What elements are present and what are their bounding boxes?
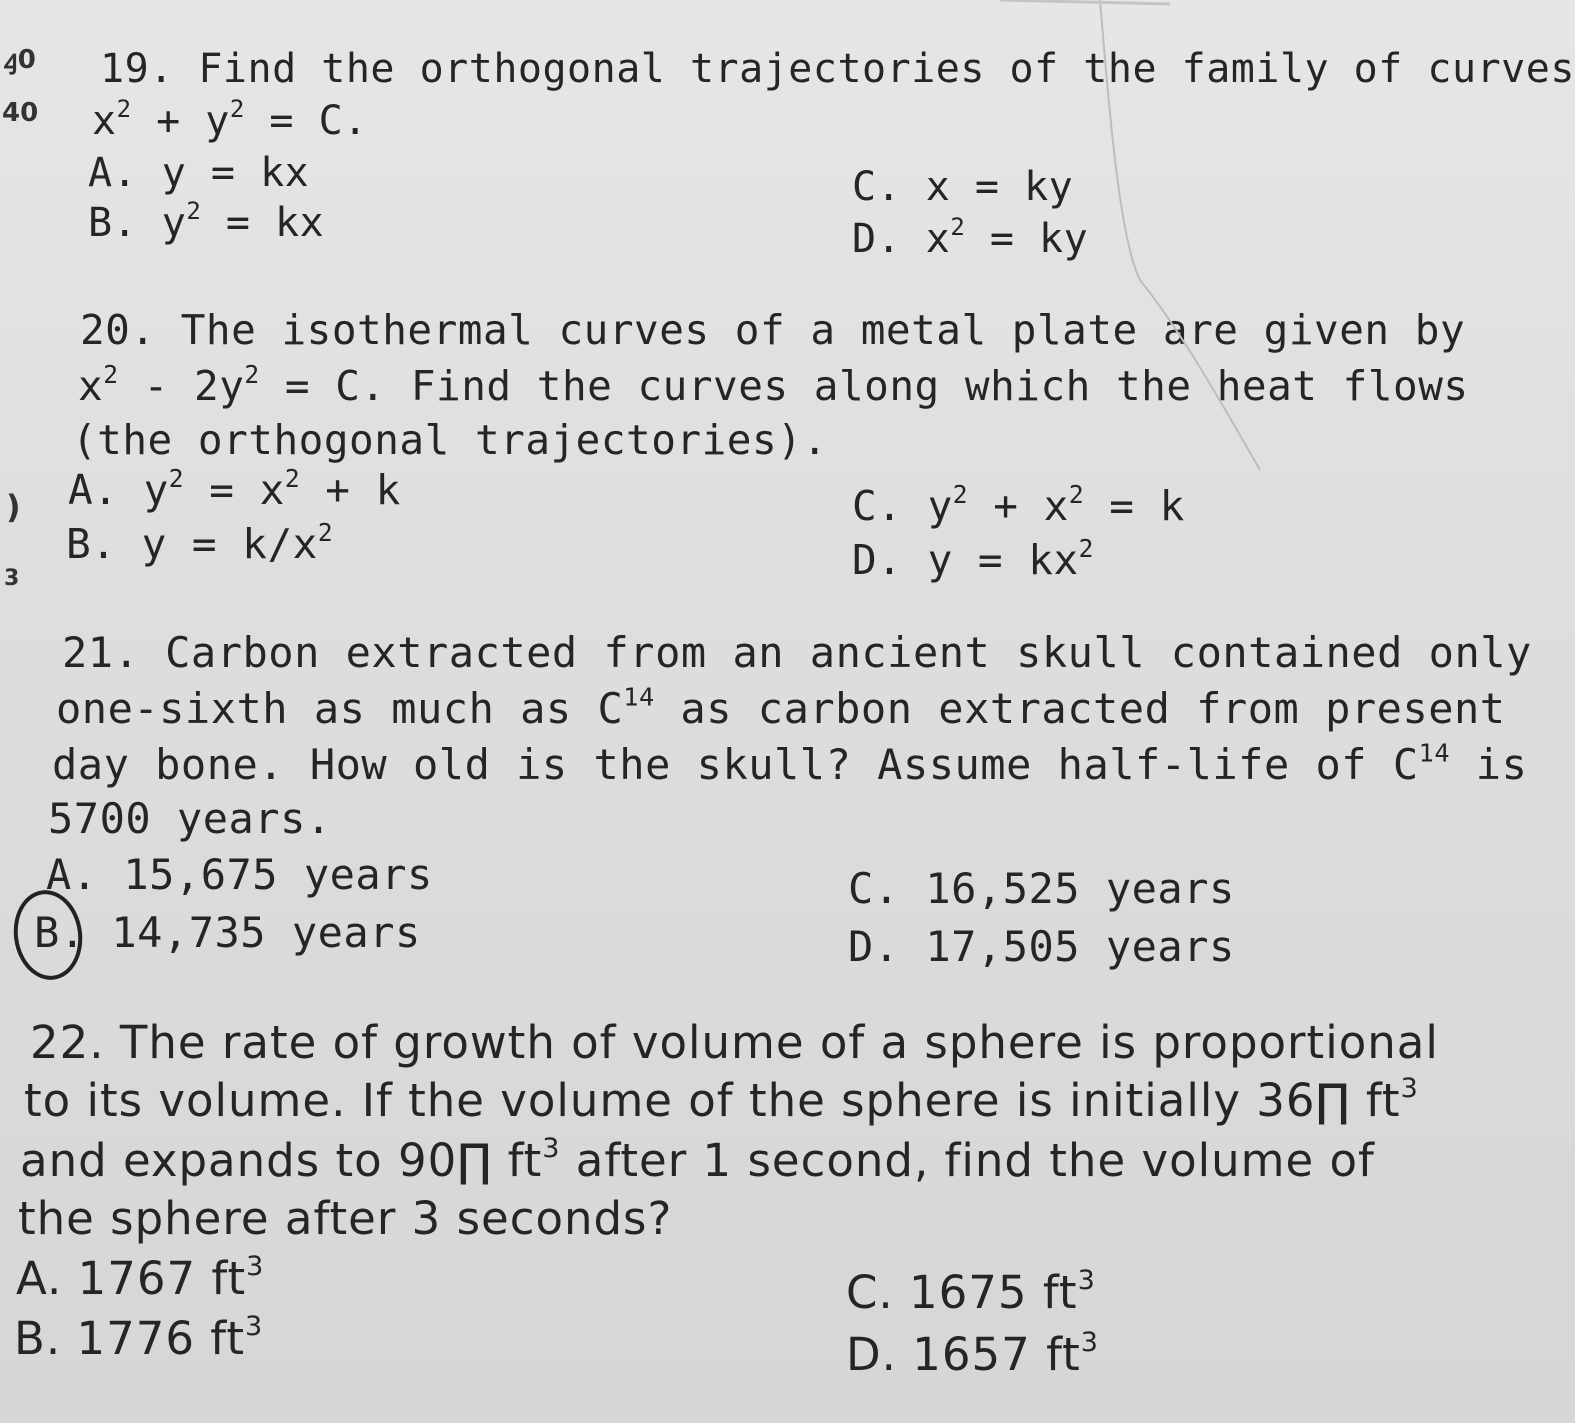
q21-stem-line-1: 21. Carbon extracted from an ancient skull contained only xyxy=(62,628,1532,677)
q20-stem-line-3: (the orthogonal trajectories). xyxy=(72,416,828,464)
q19-option-d: D. $x^2$ = ky xyxy=(852,213,1089,262)
q20-option-d: D. $y = kx^2$ xyxy=(852,533,1094,584)
q21-option-c: C. 16,525 years xyxy=(848,864,1235,913)
q21-stem-line-3: day bone. How old is the skull? Assume half-life of $C^{14}$ is xyxy=(52,738,1528,789)
margin-mark-2: 40 xyxy=(2,98,39,128)
q21-option-a: A. 15,675 years xyxy=(46,850,433,899)
q21-stem-line-4: 5700 years. xyxy=(48,794,332,843)
q21-stem-line-2: one-sixth as much as $C^{14}$ as carbon extracted from present xyxy=(56,682,1506,733)
margin-mark-1: ꜭ0 xyxy=(4,45,36,75)
q22-option-a: A. 1767 $ft^3$ xyxy=(16,1251,265,1305)
q20-option-a: A. $y^2 = x^2 + k$ xyxy=(68,463,401,514)
q20-option-b: B. $y = k/x^2$ xyxy=(66,517,334,568)
q22-stem-line-3: and expands to 90∏ $ft^3$ after 1 second, find the volume of xyxy=(20,1133,1375,1187)
q19-stem-line-2: $x^2 + y^2 = C$. xyxy=(92,95,368,144)
q22-stem-line-2: to its volume. If the volume of the sphere is initially 36∏ $ft^3$ xyxy=(24,1073,1419,1127)
q19-option-a: A. y = kx xyxy=(88,150,310,196)
q22-stem-line-4: the sphere after 3 seconds? xyxy=(18,1192,673,1245)
q22-option-d: D. 1657 $ft^3$ xyxy=(846,1327,1099,1381)
q19-stem-line-1: 19. Find the orthogonal trajectories of the family of curves xyxy=(100,46,1575,92)
q22-option-c: C. 1675 $ft^3$ xyxy=(846,1265,1096,1319)
q21-option-b: B. 14,735 years xyxy=(34,908,421,957)
q19-option-c: C. x = ky xyxy=(852,164,1074,210)
q20-stem-line-2: $x^2 - 2y^2 = C$. Find the curves along which the heat flows xyxy=(78,359,1469,410)
q22-stem-line-1: 22. The rate of growth of volume of a sphere is proportional xyxy=(30,1016,1439,1069)
margin-mark-3: ) xyxy=(6,488,21,526)
q20-option-c: C. $y^2 + x^2 = k$ xyxy=(852,479,1185,530)
q21-option-d: D. 17,505 years xyxy=(848,922,1235,971)
answer-circle-mark xyxy=(8,886,88,985)
q19-option-b: B. $y^2$ = kx xyxy=(88,197,325,246)
margin-mark-4: 3 xyxy=(4,566,20,591)
q22-option-b: B. 1776 $ft^3$ xyxy=(14,1311,264,1365)
q20-stem-line-1: 20. The isothermal curves of a metal plate are given by xyxy=(80,306,1466,354)
